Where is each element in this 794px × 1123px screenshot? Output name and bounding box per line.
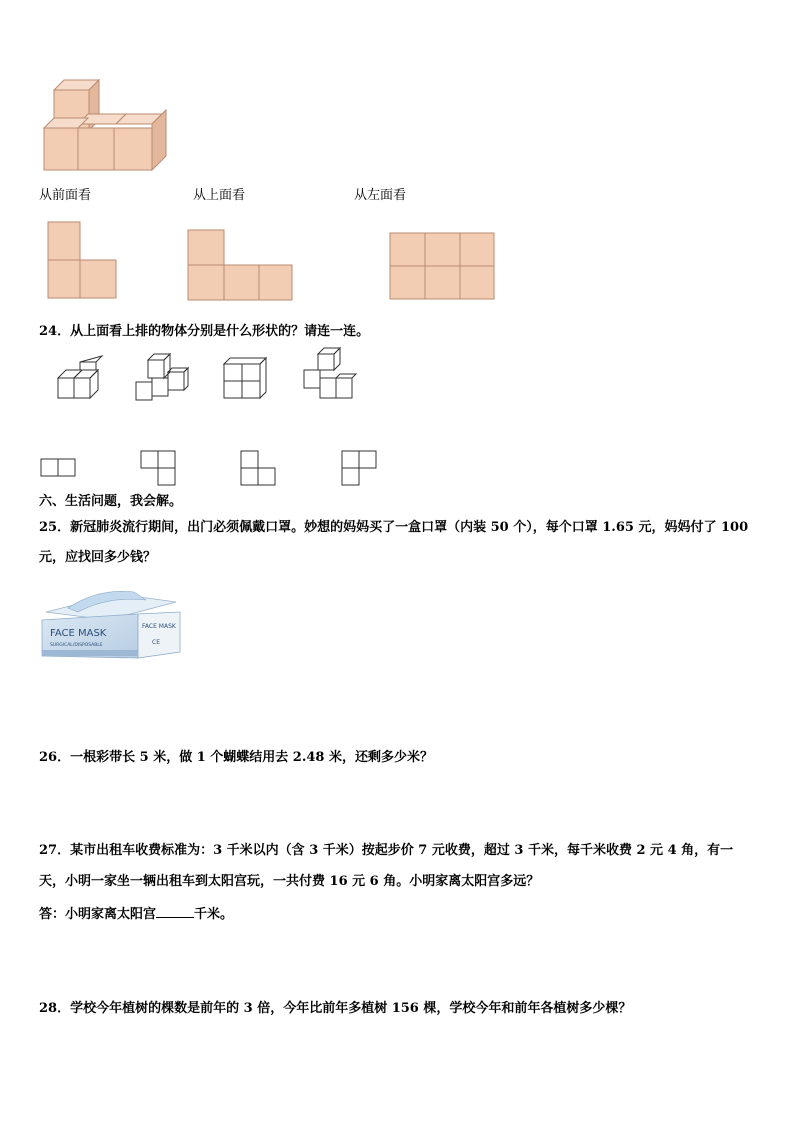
q24-object-3 [220, 352, 272, 402]
top-view-figure [186, 229, 294, 303]
left-view-label: 从左面看 [354, 188, 407, 203]
q27-answer-suffix: 千米。 [194, 907, 234, 922]
q24-object-4 [300, 348, 356, 404]
box-sub-text: SURGICAL/DISPOSABLE [50, 643, 103, 648]
face-mask-box-image [38, 584, 184, 662]
q24-text: 24．从上面看上排的物体分别是什么形状的？请连一连。 [39, 324, 370, 339]
q27-line-2: 天，小明一家坐一辆出租车到太阳宫玩，一共付费 16 元 6 角。小明家离太阳宫多远？ [39, 874, 540, 889]
q24-shape-c [240, 450, 276, 486]
q27-answer-prefix: 答：小明家离太阳宫 [39, 907, 157, 922]
left-view-figure [389, 232, 497, 302]
q27-answer-blank[interactable] [156, 905, 194, 918]
q24-object-2 [134, 352, 190, 404]
q28-text: 28．学校今年植树的棵数是前年的 3 倍，今年比前年多植树 156 棵，学校今年和前年各植树多少棵？ [39, 1001, 632, 1016]
q24-shape-a [40, 458, 76, 478]
box-ce-mark: CE [152, 639, 160, 646]
front-view-figure [46, 221, 118, 301]
q25-line-2: 元，应找回多少钱？ [39, 550, 157, 565]
q26-text: 26．一根彩带长 5 米，做 1 个蝴蝶结用去 2.48 米，还剩多少米？ [39, 750, 433, 765]
q24-shape-b [140, 450, 176, 486]
cube-front-row [44, 128, 152, 170]
q24-object-1 [52, 360, 106, 402]
q27-answer-line [39, 905, 233, 923]
q25-line-1: 25．新冠肺炎流行期间，出门必须佩戴口罩。妙想的妈妈买了一盒口罩（内装 50 个），每个口罩 1.65 元，妈妈付了 100 [39, 520, 749, 535]
box-side-text: FACE MASK [142, 623, 176, 630]
front-view-label: 从前面看 [39, 188, 92, 203]
top-view-label: 从上面看 [193, 188, 246, 203]
cube-stack-figure [40, 78, 175, 174]
box-brand-text: FACE MASK [50, 628, 107, 639]
section-6-heading: 六、生活问题，我会解。 [39, 494, 183, 509]
q24-shape-d [341, 450, 377, 486]
q27-line-1: 27．某市出租车收费标准为：3 千米以内（含 3 千米）按起步价 7 元收费，超过 3 千米，每千米收费 2 元 4 角，有一 [39, 843, 734, 858]
